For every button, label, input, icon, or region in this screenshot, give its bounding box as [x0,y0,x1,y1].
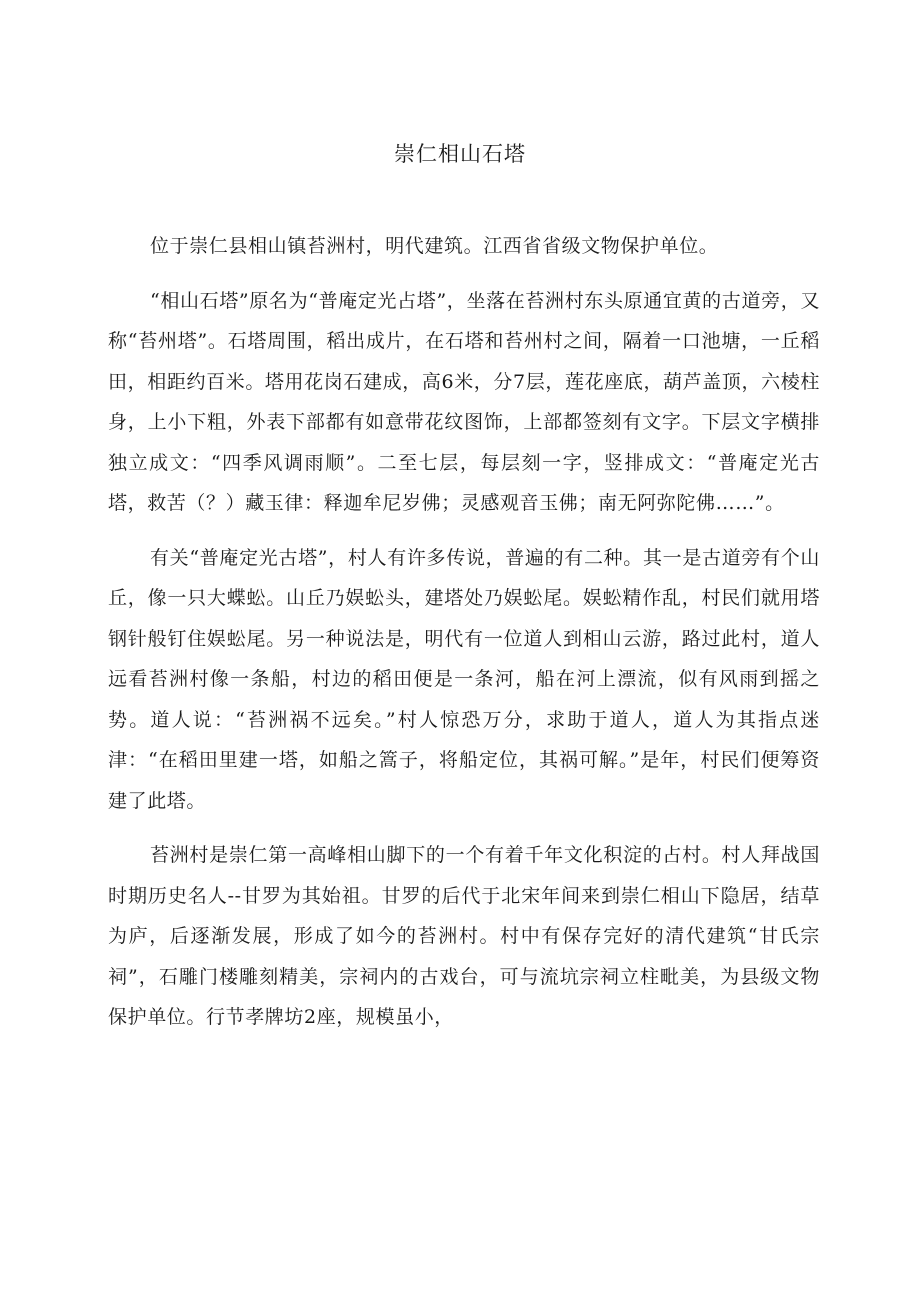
paragraph-legend: 有关“普庵定光古塔”，村人有许多传说，普遍的有二种。其一是古道旁有个山丘，像一只大蝶蚣。山丘乃娱蚣头，建塔处乃娱蚣尾。娱蚣精作乱，村民们就用塔钢针般钉住娱蚣尾。另一种说法是，明代有一位道人到相山云游，路过此村，道人远看苔洲村像一条船，村边的稻田便是一条河，船在河上漂流，似有风雨到摇之势。道人说：“苔洲祸不远矣。”村人惊恐万分，求助于道人，道人为其指点迷津：“在稻田里建一塔，如船之篙子，将船定位，其祸可解。”是年，村民们便筹资建了此塔。 [108,546,820,812]
paragraph-village-history: 苔洲村是崇仁第一高峰相山脚下的一个有着千年文化积淀的占村。村人拜战国时期历史名人--甘罗为其始祖。甘罗的后代于北宋年间来到崇仁相山下隐居，结草为庐，后逐渐发展，形成了如今的苔洲村。村中有保存完好的清代建筑“甘氏宗祠”，石雕门楼雕刻精美，宗祠内的古戏台，可与流坑宗祠立柱毗美，为县级文物保护单位。行节孝牌坊2座，规模虽小， [108,844,820,1028]
document-body [108,226,820,1052]
document-title: 崇仁相山石塔 [394,142,526,166]
paragraph-description: “相山石塔”原名为“普庵定光占塔”，坐落在苔洲村东头原通宜黄的古道旁，又称“苔州塔”。石塔周围，稻出成片，在石塔和苔州村之间，隔着一口池塘，一丘稻田，相距约百米。塔用花岗石建成，高6米，分7层，莲花座底，葫芦盖顶，六棱柱身，上小下粗，外表下部都有如意带花纹图饰，上部都签刻有文字。下层文字横排独立成文：“四季风调雨顺”。二至七层，每层刻一字，竖排成文：“普庵定光古塔，救苦（？）藏玉律：释迦牟尼岁佛；灵感观音玉佛；南无阿弥陀佛……”。 [108,289,820,514]
paragraph-intro: 位于崇仁县相山镇苔洲村，明代建筑。江西省省级文物保护单位。 [150,235,719,257]
